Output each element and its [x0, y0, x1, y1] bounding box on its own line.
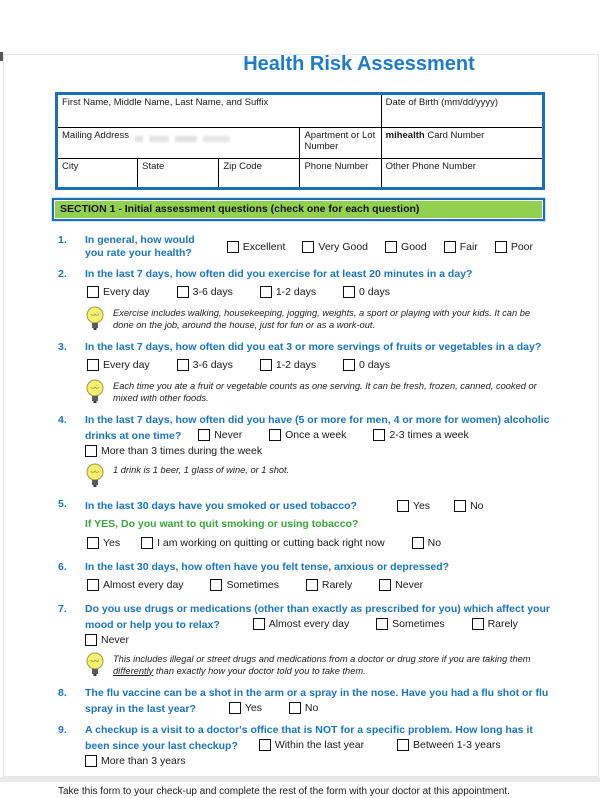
- question-7: [58, 603, 550, 679]
- field-apartment[interactable]: [300, 128, 381, 159]
- question-4: [58, 414, 550, 490]
- checkbox-icon[interactable]: [385, 241, 397, 253]
- question-3: [58, 341, 550, 406]
- option-q7-sometimes[interactable]: Sometimes: [376, 616, 445, 632]
- checkbox-icon[interactable]: [253, 618, 265, 630]
- checkbox-icon[interactable]: [87, 579, 99, 591]
- option-q5sub-yes[interactable]: Yes: [87, 535, 120, 551]
- field-dob[interactable]: [381, 94, 543, 128]
- option-q4-never[interactable]: Never: [198, 427, 242, 443]
- option-q1-excellent[interactable]: Excellent: [227, 239, 286, 255]
- checkbox-icon[interactable]: [454, 500, 466, 512]
- checkbox-icon[interactable]: [379, 579, 391, 591]
- option-q2-every-day[interactable]: Every day: [87, 284, 150, 300]
- question-9: [58, 724, 550, 769]
- checkbox-icon[interactable]: [85, 755, 97, 767]
- question-1-text: In general, how would you rate your health?: [85, 234, 195, 259]
- option-q7-rarely[interactable]: Rarely: [472, 616, 518, 632]
- question-4-number: 4.: [58, 414, 67, 426]
- question-5-text: In the last 30 days have you smoked or used tobacco?: [85, 499, 357, 512]
- question-6: [58, 561, 550, 595]
- option-q1-good[interactable]: Good: [385, 239, 427, 255]
- question-2: [58, 268, 550, 333]
- checkbox-icon[interactable]: [343, 359, 355, 371]
- scan-edge-artifact: [0, 52, 3, 61]
- option-q6-never[interactable]: Never: [379, 577, 423, 593]
- table-row: [57, 94, 544, 128]
- option-q7-almost-every-day[interactable]: Almost every day: [253, 616, 350, 632]
- field-city[interactable]: [57, 159, 138, 189]
- question-6-text: In the last 30 days, how often have you felt tense, anxious or depressed?: [85, 561, 450, 573]
- checkbox-icon[interactable]: [198, 429, 210, 441]
- section-1-header: [52, 198, 545, 221]
- checkbox-icon[interactable]: [472, 618, 484, 630]
- checkbox-icon[interactable]: [269, 429, 281, 441]
- tip-q7-text: This includes illegal or street drugs and medications from a doctor or drug store if you are taking them differently than exactly how your doctor told you to take them.: [113, 654, 531, 676]
- option-q7-never[interactable]: Never: [85, 632, 129, 648]
- question-8-text: The flu vaccine can be a shot in the arm or a spray in the nose. Have you had a flu shot or flu spray in the last year?: [85, 687, 549, 715]
- tip-q4-text: 1 drink is 1 beer, 1 glass of wine, or 1 shot.: [113, 465, 290, 475]
- lightbulb-icon: [85, 463, 105, 489]
- option-q8-yes[interactable]: Yes: [229, 700, 262, 716]
- checkbox-icon[interactable]: [87, 286, 99, 298]
- checkbox-icon[interactable]: [260, 286, 272, 298]
- tip-q7: [85, 652, 550, 678]
- field-mailing-address-label: Mailing Address: [62, 130, 130, 141]
- question-6-number: 6.: [58, 561, 67, 573]
- table-row: [57, 128, 544, 159]
- checkbox-icon[interactable]: [444, 241, 456, 253]
- tip-q3-text: Each time you ate a fruit or vegetable counts as one serving. It can be fresh, frozen, canned, cooked or mixed with other foods.: [113, 381, 537, 403]
- checkbox-icon[interactable]: [259, 739, 271, 751]
- option-q5sub-no[interactable]: No: [412, 535, 441, 551]
- field-phone-label: Phone Number: [304, 161, 369, 172]
- question-2-text: In the last 7 days, how often did you exercise for at least 20 minutes in a day?: [85, 268, 473, 280]
- tip-q2: [85, 306, 550, 332]
- checkbox-icon[interactable]: [177, 286, 189, 298]
- questions-list: [58, 234, 550, 769]
- checkbox-icon[interactable]: [495, 241, 507, 253]
- option-q3-every-day[interactable]: Every day: [87, 357, 150, 373]
- question-3-number: 3.: [58, 341, 67, 353]
- option-q6-sometimes[interactable]: Sometimes: [210, 577, 279, 593]
- option-q2-3-6-days[interactable]: 3-6 days: [177, 284, 233, 300]
- option-q9-more-than-3-years[interactable]: More than 3 years: [85, 753, 186, 769]
- field-other-phone-label: Other Phone Number: [385, 161, 476, 172]
- question-9-text: A checkup is a visit to a doctor's office that is NOT for a specific problem. How long has it been since your last checkup?: [85, 724, 533, 752]
- option-q5-no[interactable]: No: [454, 498, 483, 514]
- page-bottom-edge: [0, 777, 600, 782]
- footer-instruction: Take this form to your check-up and complete the rest of the form with your doctor at this appointment.: [58, 786, 510, 797]
- checkbox-icon[interactable]: [85, 445, 97, 457]
- checkbox-icon[interactable]: [141, 537, 153, 549]
- checkbox-icon[interactable]: [87, 359, 99, 371]
- section-1-heading: SECTION 1 - Initial assessment questions (check one for each question): [60, 203, 420, 215]
- question-9-number: 9.: [58, 724, 67, 736]
- option-q6-rarely[interactable]: Rarely: [306, 577, 352, 593]
- field-mihealth-label-bold: mihealth: [385, 130, 425, 141]
- field-state[interactable]: [138, 159, 219, 189]
- option-q2-1-2-days[interactable]: 1-2 days: [260, 284, 316, 300]
- option-q9-between-1-3-years[interactable]: Between 1-3 years: [397, 737, 501, 753]
- page-title: Health Risk Assessment: [243, 53, 475, 75]
- field-mihealth-label-rest: Card Number: [424, 130, 485, 141]
- field-state-label: State: [142, 161, 165, 172]
- table-row: [57, 159, 544, 189]
- field-name[interactable]: [57, 94, 382, 128]
- field-name-label: First Name, Middle Name, Last Name, and Suffix: [62, 97, 269, 108]
- question-7-number: 7.: [58, 603, 67, 615]
- patient-info-table: [55, 92, 545, 190]
- option-q1-very-good[interactable]: Very Good: [302, 239, 368, 255]
- question-1-number: 1.: [58, 234, 67, 246]
- question-8-number: 8.: [58, 687, 67, 699]
- faint-print-artifact: [135, 136, 230, 142]
- checkbox-icon[interactable]: [177, 359, 189, 371]
- field-other-phone[interactable]: [381, 159, 543, 189]
- lightbulb-icon: [85, 306, 105, 332]
- question-5-number: 5.: [58, 498, 67, 510]
- field-city-label: City: [62, 161, 79, 172]
- tip-q3: [85, 379, 550, 405]
- checkbox-icon[interactable]: [412, 537, 424, 549]
- option-q1-poor[interactable]: Poor: [495, 239, 533, 255]
- checkbox-icon[interactable]: [306, 579, 318, 591]
- question-3-text: In the last 7 days, how often did you eat 3 or more servings of fruits or vegetables in a day?: [85, 341, 542, 353]
- option-q1-fair[interactable]: Fair: [444, 239, 478, 255]
- option-q2-0-days[interactable]: 0 days: [343, 284, 390, 300]
- field-dob-label: Date of Birth (mm/dd/yyyy): [385, 97, 499, 108]
- checkbox-icon[interactable]: [376, 618, 388, 630]
- option-q4-2-3-times[interactable]: 2-3 times a week: [373, 427, 468, 443]
- tip-q2-text: Exercise includes walking, housekeeping, jogging, weights, a sport or playing with your kids. It can be done on the job, around the house, just for fun or as a work-out.: [113, 308, 531, 330]
- question-5: [58, 498, 550, 553]
- field-phone[interactable]: [300, 159, 381, 189]
- question-1: [58, 234, 550, 260]
- field-mihealth[interactable]: [381, 128, 543, 159]
- option-q4-once-a-week[interactable]: Once a week: [269, 427, 346, 443]
- checkbox-icon[interactable]: [87, 537, 99, 549]
- option-q5sub-working-on-quitting[interactable]: I am working on quitting or cutting back right now: [141, 535, 385, 551]
- checkbox-icon[interactable]: [373, 429, 385, 441]
- checkbox-icon[interactable]: [85, 634, 97, 646]
- question-5-subquestion: If YES, Do you want to quit smoking or using tobacco?: [85, 518, 359, 530]
- field-zip[interactable]: [219, 159, 300, 189]
- question-4-text: In the last 7 days, how often did you have (5 or more for men, 4 or more for women) alcoholic drinks at one time?: [85, 414, 550, 442]
- option-q3-3-6-days[interactable]: 3-6 days: [177, 357, 233, 373]
- question-8: [58, 687, 550, 716]
- field-mailing-address[interactable]: [57, 128, 300, 159]
- question-7-text: Do you use drugs or medications (other than exactly as prescribed for you) which affect your mood or help you to relax?: [85, 603, 551, 631]
- field-zip-label: Zip Code: [223, 161, 262, 172]
- lightbulb-icon: [85, 652, 105, 678]
- checkbox-icon[interactable]: [302, 241, 314, 253]
- checkbox-icon[interactable]: [229, 702, 241, 714]
- option-q5-yes[interactable]: Yes: [397, 498, 430, 514]
- tip-q4: [85, 463, 550, 489]
- option-q9-within-last-year[interactable]: Within the last year: [259, 737, 364, 753]
- option-q3-1-2-days[interactable]: 1-2 days: [260, 357, 316, 373]
- checkbox-icon[interactable]: [397, 739, 409, 751]
- checkbox-icon[interactable]: [289, 702, 301, 714]
- option-q6-almost-every-day[interactable]: Almost every day: [87, 577, 184, 593]
- option-q3-0-days[interactable]: 0 days: [343, 357, 390, 373]
- checkbox-icon[interactable]: [260, 359, 272, 371]
- option-q8-no[interactable]: No: [289, 700, 318, 716]
- checkbox-icon[interactable]: [210, 579, 222, 591]
- field-apartment-label: Apartment or Lot Number: [304, 130, 376, 152]
- question-2-number: 2.: [58, 268, 67, 280]
- option-q4-more-than-3[interactable]: More than 3 times during the week: [85, 443, 262, 459]
- checkbox-icon[interactable]: [227, 241, 239, 253]
- lightbulb-icon: [85, 379, 105, 405]
- checkbox-icon[interactable]: [397, 500, 409, 512]
- checkbox-icon[interactable]: [343, 286, 355, 298]
